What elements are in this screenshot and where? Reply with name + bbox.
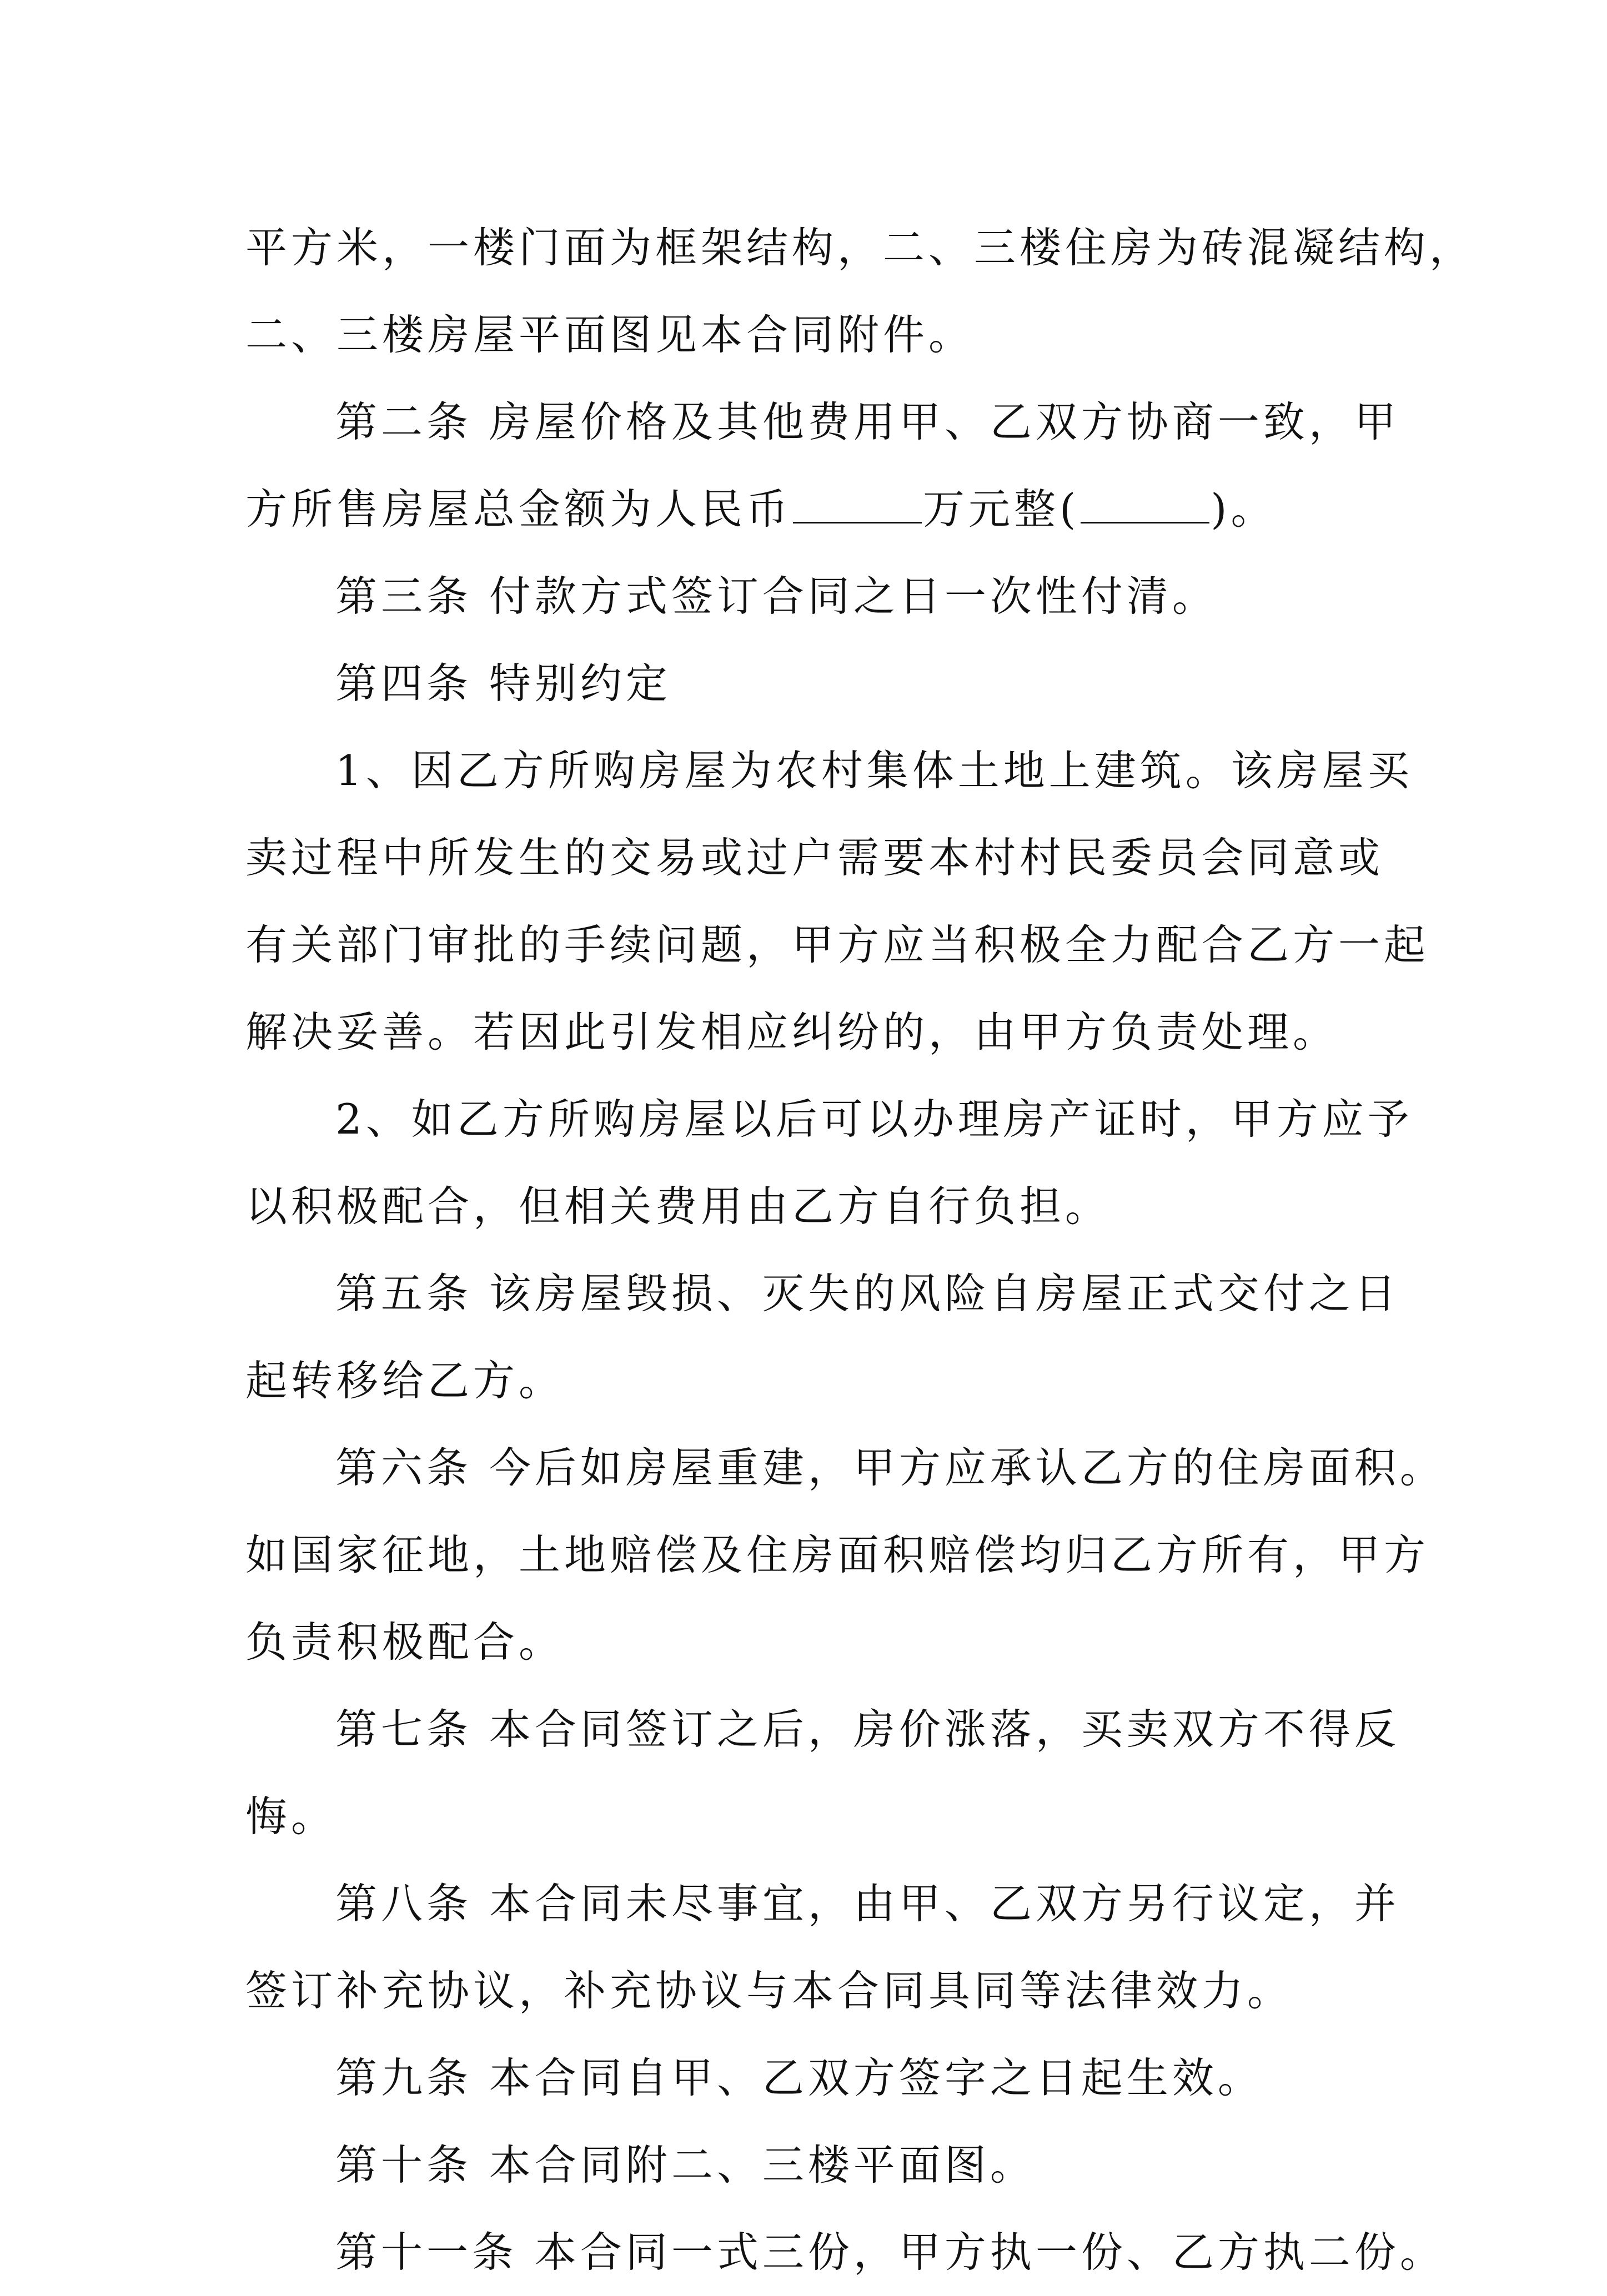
article-6-line-3: 负责积极配合。 — [245, 1618, 565, 1666]
article-2-line-1: 第二条 房屋价格及其他费用甲、乙双方协商一致，甲 — [335, 397, 1400, 446]
article-11: 第十一条 本合同一式三份，甲方执一份、乙方执二份。 — [335, 2228, 1445, 2277]
article-6-line-2: 如国家征地，土地赔偿及住房面积赔偿均归乙方所有，甲方 — [245, 1530, 1430, 1579]
text-line: 二、三楼房屋平面图见本合同附件。 — [245, 310, 975, 359]
article-3: 第三条 付款方式签订合同之日一次性付清。 — [335, 572, 1218, 621]
text-line: 平方米，一楼门面为框架结构，二、三楼住房为砖混凝结构， — [245, 223, 1475, 272]
article-6-line-1: 第六条 今后如房屋重建，甲方应承认乙方的住房面积。 — [335, 1443, 1445, 1492]
clause-1-line-4: 解决妥善。若因此引发相应纠纷的，由甲方负责处理。 — [245, 1008, 1339, 1056]
article-5-line-2: 起转移给乙方。 — [245, 1356, 565, 1405]
article-8-line-1: 第八条 本合同未尽事宜，由甲、乙双方另行议定，并 — [335, 1879, 1400, 1928]
contract-body — [245, 204, 1475, 2296]
article-7-line-2: 悔。 — [245, 1792, 337, 1841]
article-5-line-1: 第五条 该房屋毁损、灭失的风险自房屋正式交付之日 — [335, 1269, 1400, 1318]
article-4-heading: 第四条 特别约定 — [335, 659, 671, 708]
article-7-line-1: 第七条 本合同签订之后，房价涨落，买卖双方不得反 — [335, 1705, 1400, 1754]
article-9: 第九条 本合同自甲、乙双方签字之日起生效。 — [335, 2053, 1263, 2102]
amount-in-words-blank — [1081, 487, 1209, 523]
article-8-line-2: 签订补充协议，补充协议与本合同具同等法律效力。 — [245, 1966, 1293, 2015]
article-2-line-2 — [245, 466, 1373, 553]
clause-2-line-2: 以积极配合，但相关费用由乙方自行负担。 — [245, 1182, 1111, 1231]
clause-2-line-1: 2、如乙方所购房屋以后可以办理房产证时，甲方应予 — [335, 1095, 1413, 1144]
amount-close-paren: )。 — [1211, 485, 1277, 533]
clause-1-line-2: 卖过程中所发生的交易或过户需要本村村民委员会同意或 — [245, 833, 1384, 882]
clause-1-line-1: 1、因乙方所购房屋为农村集体土地上建筑。该房屋买 — [335, 746, 1413, 795]
total-amount-label: 方所售房屋总金额为人民币 — [245, 485, 792, 533]
amount-unit-label: 万元整( — [923, 485, 1080, 533]
amount-blank — [793, 487, 922, 523]
article-10: 第十条 本合同附二、三楼平面图。 — [335, 2141, 1036, 2189]
clause-1-line-3: 有关部门审批的手续问题，甲方应当积极全力配合乙方一起 — [245, 920, 1430, 969]
